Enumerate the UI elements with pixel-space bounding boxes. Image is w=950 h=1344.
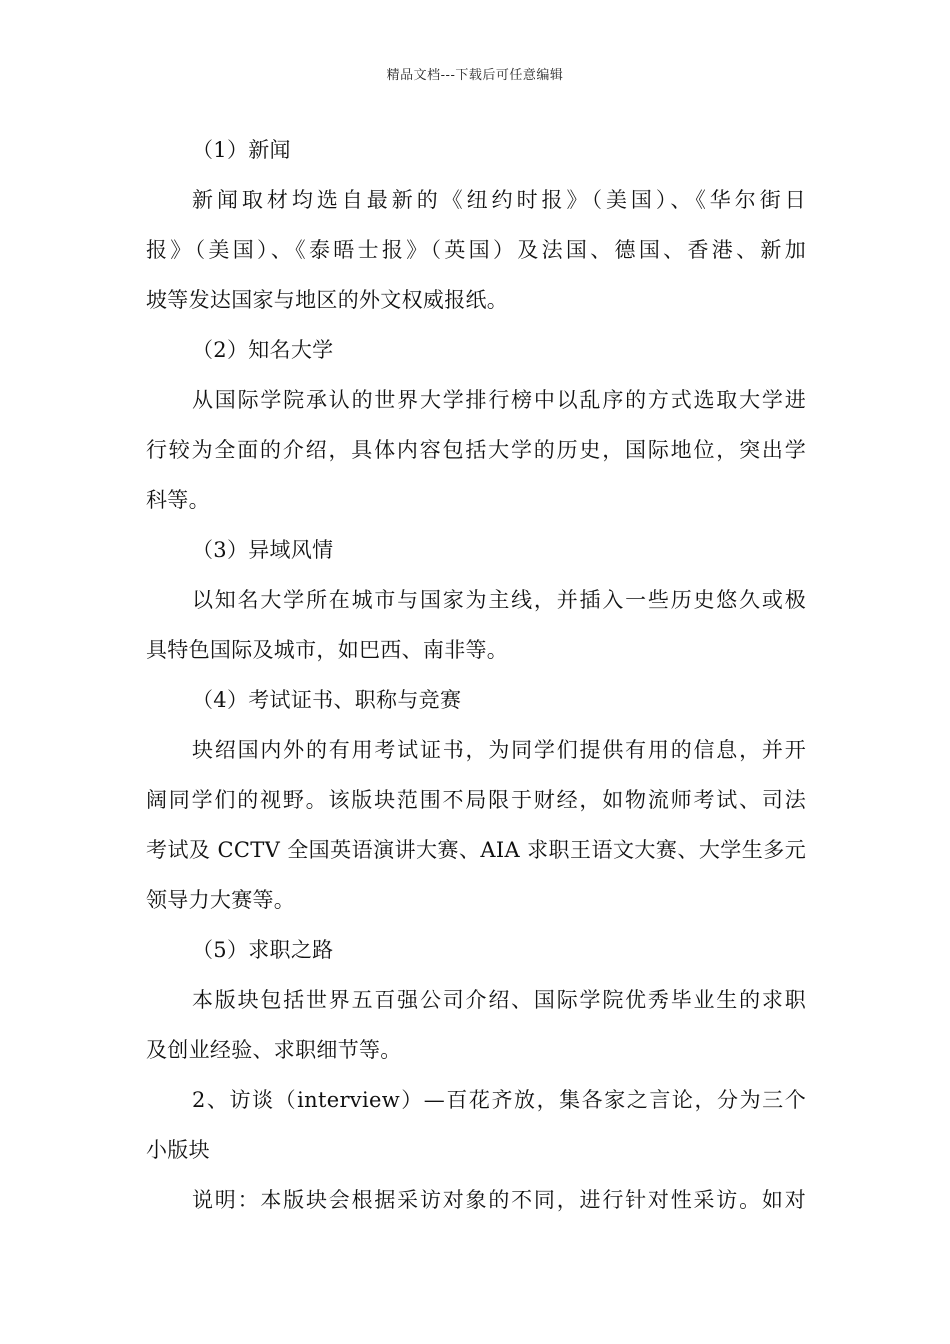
document-body [146, 125, 806, 1225]
text-line: （4）考试证书、职称与竞赛 [192, 688, 462, 712]
text-line: 领导力大赛等。 [146, 888, 296, 912]
text-line: 坡等发达国家与地区的外文权威报纸。 [146, 288, 509, 312]
text-line: （3）异域风情 [192, 538, 334, 562]
text-line: 小版块 [146, 1138, 210, 1162]
text-line: 2、访谈（interview）—百花齐放，集各家之言论，分为三个 [192, 1088, 806, 1112]
text-line: 从国际学院承认的世界大学排行榜中以乱序的方式选取大学进 [192, 388, 806, 412]
text-line: 具特色国际及城市，如巴西、南非等。 [146, 638, 509, 662]
text-line: 说明：本版块会根据采访对象的不同，进行针对性采访。如对 [192, 1188, 806, 1212]
text-line: （5）求职之路 [192, 938, 334, 962]
text-line: 块绍国内外的有用考试证书，为同学们提供有用的信息，并开 [192, 738, 806, 762]
text-line: 新闻取材均选自最新的《纽约时报》（美国）、《华尔街日 [192, 188, 806, 212]
text-line: 科等。 [146, 488, 210, 512]
text-line: 行较为全面的介绍，具体内容包括大学的历史，国际地位，突出学 [146, 438, 806, 462]
text-line: 考试及 CCTV 全国英语演讲大赛、AIA 求职王语文大赛、大学生多元 [146, 838, 806, 862]
page-header: 精品文档---下载后可任意编辑 [386, 68, 564, 83]
text-line: 以知名大学所在城市与国家为主线，并插入一些历史悠久或极 [192, 588, 806, 612]
text-line: 本版块包括世界五百强公司介绍、国际学院优秀毕业生的求职 [192, 988, 806, 1012]
text-line: （2）知名大学 [192, 338, 334, 362]
text-line: （1）新闻 [192, 138, 291, 162]
text-line: 报》（美国）、《泰晤士报》（英国）及法国、德国、香港、新加 [146, 238, 806, 262]
text-line: 阔同学们的视野。该版块范围不局限于财经，如物流师考试、司法 [146, 788, 806, 812]
text-line: 及创业经验、求职细节等。 [146, 1038, 402, 1062]
